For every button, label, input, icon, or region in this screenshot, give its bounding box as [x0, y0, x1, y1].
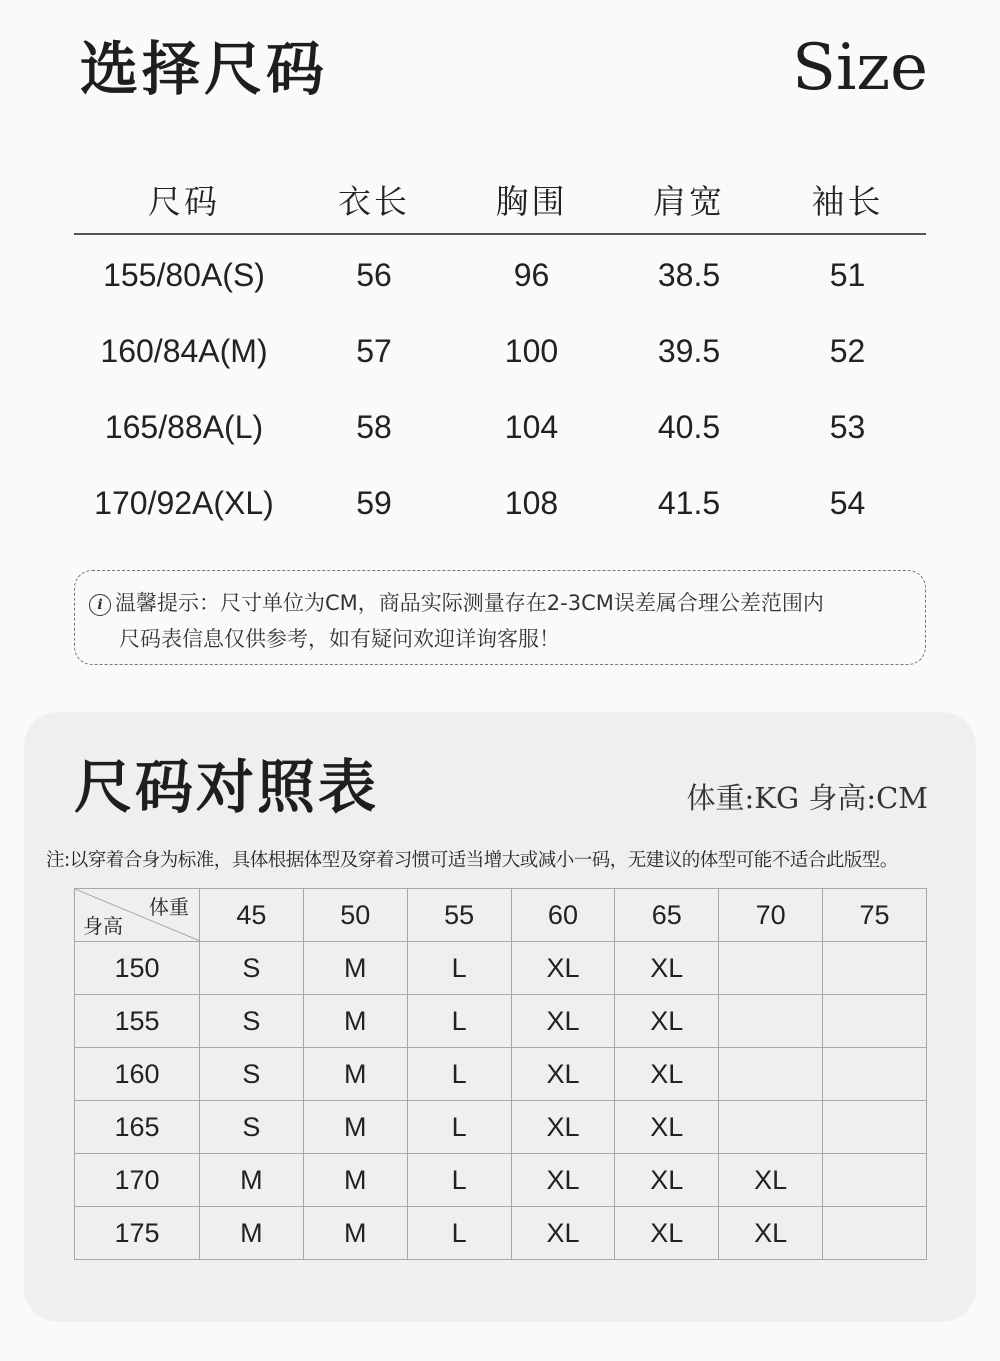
size-value-cell: XL	[511, 1207, 615, 1260]
corner-weight-label: 体重	[149, 895, 189, 919]
size-value-cell	[823, 1154, 927, 1207]
page-title: 选择尺码	[80, 35, 329, 103]
weight-header: 70	[719, 889, 823, 942]
weight-header: 60	[511, 889, 615, 942]
size-cell: 53	[829, 408, 866, 445]
size-table-header: 尺码	[74, 165, 294, 234]
height-cell: 150	[75, 942, 200, 995]
size-cell: 54	[829, 484, 866, 521]
size-cell: 41.5	[657, 484, 721, 521]
size-table-row	[74, 313, 926, 389]
size-cell: 39.5	[657, 332, 721, 369]
page-title-en: Size	[792, 31, 928, 105]
size-value-cell	[719, 1101, 823, 1154]
chart-header-row	[75, 889, 927, 942]
size-cell: 160/84A(M)	[100, 332, 268, 369]
size-value-cell: S	[200, 1048, 304, 1101]
size-table-row	[74, 465, 926, 541]
chart-row	[75, 1101, 927, 1154]
size-value-cell: XL	[511, 1048, 615, 1101]
size-value-cell: XL	[615, 942, 719, 995]
size-chart-table	[74, 888, 927, 1260]
height-cell: 175	[75, 1207, 200, 1260]
size-cell: 170/92A(XL)	[94, 484, 274, 521]
size-value-cell: M	[303, 1048, 407, 1101]
size-cell: 40.5	[657, 408, 721, 445]
size-table-header: 胸围	[454, 165, 609, 234]
chart-row	[75, 1048, 927, 1101]
size-value-cell: XL	[719, 1154, 823, 1207]
size-value-cell: L	[407, 942, 511, 995]
size-value-cell: XL	[615, 1048, 719, 1101]
size-cell: 104	[504, 408, 559, 445]
size-table-header-row	[74, 165, 926, 234]
corner-height-label: 身高	[83, 914, 123, 938]
size-value-cell	[823, 1101, 927, 1154]
size-value-cell: XL	[511, 1154, 615, 1207]
info-icon: i	[89, 594, 111, 616]
size-value-cell: L	[407, 1101, 511, 1154]
tip-text-1: 温馨提示：尺寸单位为CM，商品实际测量存在2-3CM误差属合理公差范围内	[115, 591, 824, 615]
size-table-row	[74, 389, 926, 465]
chart-row	[75, 1154, 927, 1207]
size-value-cell: M	[303, 1154, 407, 1207]
size-value-cell	[823, 1207, 927, 1260]
size-value-cell: XL	[719, 1207, 823, 1260]
tip-box	[74, 570, 926, 665]
size-value-cell	[823, 1048, 927, 1101]
size-chart-title: 尺码对照表	[74, 753, 380, 821]
size-value-cell: XL	[615, 1101, 719, 1154]
size-cell: 96	[513, 256, 550, 293]
size-cell: 52	[829, 332, 866, 369]
size-value-cell: S	[200, 995, 304, 1048]
size-value-cell: S	[200, 1101, 304, 1154]
height-cell: 160	[75, 1048, 200, 1101]
size-value-cell: XL	[615, 1207, 719, 1260]
chart-corner-cell	[75, 889, 200, 942]
size-cell: 59	[356, 484, 392, 521]
size-value-cell: XL	[511, 942, 615, 995]
size-value-cell: M	[200, 1154, 304, 1207]
size-value-cell: S	[200, 942, 304, 995]
size-value-cell: M	[303, 995, 407, 1048]
size-cell: 58	[356, 408, 392, 445]
size-value-cell: XL	[615, 1154, 719, 1207]
size-cell: 57	[356, 332, 392, 369]
size-cell: 56	[356, 256, 392, 293]
size-value-cell: XL	[511, 1101, 615, 1154]
size-value-cell: M	[303, 942, 407, 995]
size-table	[74, 165, 926, 541]
size-table-header: 袖长	[769, 165, 926, 234]
size-chart-note: 注:以穿着合身为标准，具体根据体型及穿着习惯可适当增大或减小一码，无建议的体型可能不适合此版型。	[46, 850, 898, 871]
size-value-cell: M	[200, 1207, 304, 1260]
size-cell: 165/88A(L)	[104, 408, 264, 445]
size-value-cell	[719, 1048, 823, 1101]
size-table-header: 肩宽	[609, 165, 769, 234]
weight-header: 65	[615, 889, 719, 942]
tip-text-2: 尺码表信息仅供参考，如有疑问欢迎详询客服！	[119, 627, 560, 651]
size-value-cell	[823, 995, 927, 1048]
chart-row	[75, 995, 927, 1048]
weight-header: 50	[303, 889, 407, 942]
size-value-cell: L	[407, 1207, 511, 1260]
size-cell: 51	[829, 256, 866, 293]
size-value-cell: L	[407, 995, 511, 1048]
size-value-cell: L	[407, 1048, 511, 1101]
size-value-cell: M	[303, 1101, 407, 1154]
size-value-cell	[719, 942, 823, 995]
weight-header: 75	[823, 889, 927, 942]
size-value-cell: XL	[511, 995, 615, 1048]
tip-line-1	[89, 585, 913, 621]
height-cell: 170	[75, 1154, 200, 1207]
height-cell: 155	[75, 995, 200, 1048]
size-table-row	[74, 234, 926, 313]
size-cell: 155/80A(S)	[103, 256, 265, 293]
weight-header: 55	[407, 889, 511, 942]
chart-row	[75, 1207, 927, 1260]
size-cell: 108	[504, 484, 559, 521]
size-value-cell: L	[407, 1154, 511, 1207]
size-cell: 100	[504, 332, 559, 369]
height-cell: 165	[75, 1101, 200, 1154]
size-chart-panel	[24, 712, 976, 1322]
size-chart-unit: 体重:KG 身高:CM	[686, 781, 928, 815]
size-cell: 38.5	[657, 256, 721, 293]
weight-header: 45	[200, 889, 304, 942]
size-value-cell: M	[303, 1207, 407, 1260]
size-table-header: 衣长	[294, 165, 454, 234]
chart-row	[75, 942, 927, 995]
size-value-cell: XL	[615, 995, 719, 1048]
size-value-cell	[719, 995, 823, 1048]
size-value-cell	[823, 942, 927, 995]
